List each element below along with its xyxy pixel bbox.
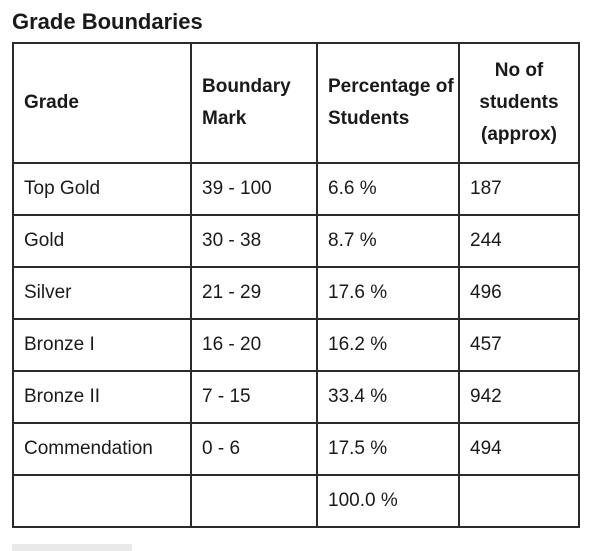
cell-percentage: 17.6 % (317, 267, 459, 319)
table-total-row (13, 475, 579, 527)
cell-students: 496 (459, 267, 579, 319)
grade-boundaries-table (12, 42, 580, 528)
table-row (13, 163, 579, 215)
cell-grade: Gold (13, 215, 191, 267)
cell-grade: Silver (13, 267, 191, 319)
header-number-of-students: No of students (approx) (459, 43, 579, 163)
cell-grade: Top Gold (13, 163, 191, 215)
cell-boundary-mark: 21 - 29 (191, 267, 317, 319)
table-row (13, 371, 579, 423)
cell-boundary-mark: 16 - 20 (191, 319, 317, 371)
table-row (13, 215, 579, 267)
table-row (13, 267, 579, 319)
cell-percentage: 17.5 % (317, 423, 459, 475)
header-boundary-mark: Boundary Mark (191, 43, 317, 163)
cell-students: 244 (459, 215, 579, 267)
cell-boundary-mark: 39 - 100 (191, 163, 317, 215)
cell-students: 494 (459, 423, 579, 475)
header-grade: Grade (13, 43, 191, 163)
cell-percentage: 8.7 % (317, 215, 459, 267)
cell-boundary-mark: 0 - 6 (191, 423, 317, 475)
cell-students: 187 (459, 163, 579, 215)
cell-total-students (459, 475, 579, 527)
cell-percentage: 33.4 % (317, 371, 459, 423)
cell-total-percentage: 100.0 % (317, 475, 459, 527)
cell-grade: Bronze I (13, 319, 191, 371)
cell-total-boundary (191, 475, 317, 527)
cell-percentage: 16.2 % (317, 319, 459, 371)
table-row (13, 423, 579, 475)
table-row (13, 319, 579, 371)
cell-boundary-mark: 30 - 38 (191, 215, 317, 267)
cell-percentage: 6.6 % (317, 163, 459, 215)
cell-total-grade (13, 475, 191, 527)
cell-grade: Bronze II (13, 371, 191, 423)
page-title: Grade Boundaries (12, 9, 203, 34)
table-header-row (13, 43, 579, 163)
header-percentage-of-students: Percentage of Students (317, 43, 459, 163)
cell-boundary-mark: 7 - 15 (191, 371, 317, 423)
cropped-text-fragment (12, 544, 132, 551)
cell-students: 942 (459, 371, 579, 423)
cell-students: 457 (459, 319, 579, 371)
cell-grade: Commendation (13, 423, 191, 475)
